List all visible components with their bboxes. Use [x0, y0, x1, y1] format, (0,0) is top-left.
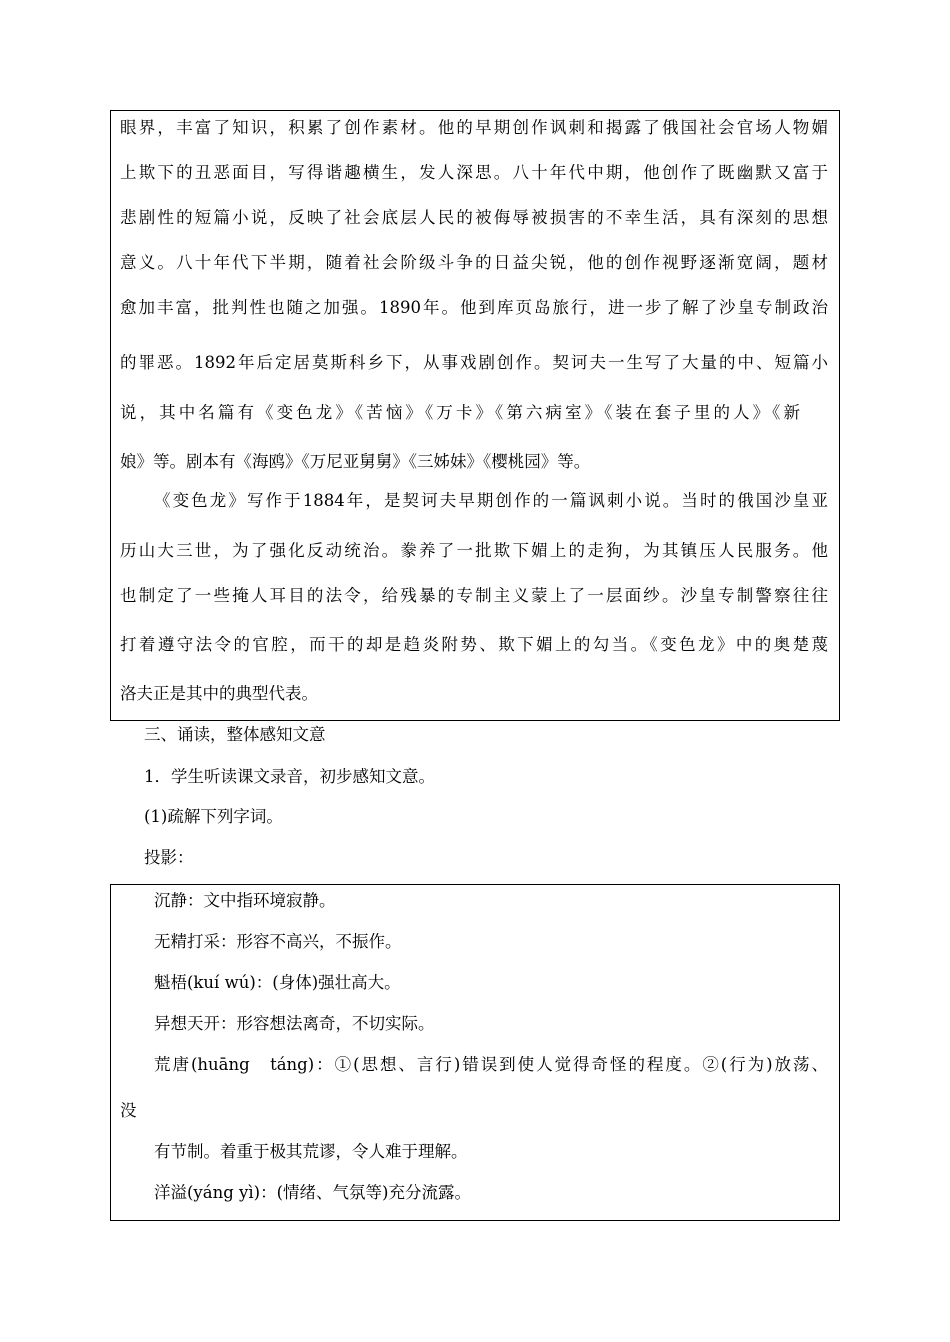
intro-line-6: 的罪恶。1892年后定居莫斯科乡下，从事戏剧创作。契诃夫一生写了大量的中、短篇小: [120, 353, 828, 372]
section-heading: 三、诵读，整体感知文意: [144, 725, 326, 744]
intro-line-3: 悲剧性的短篇小说，反映了社会底层人民的被侮辱被损害的不幸生活，具有深刻的思想: [120, 208, 828, 227]
intro-line-5: 愈加丰富，批判性也随之加强。1890年。他到库页岛旅行，进一步了解了沙皇专制政治: [120, 298, 828, 317]
vocab-line-4: 异想天开：形容想法离奇，不切实际。: [154, 1014, 435, 1033]
sub-step-text: (1)疏解下列字词。: [144, 807, 283, 826]
vocab-line-7: 有节制。着重于极其荒谬，令人难于理解。: [154, 1142, 468, 1161]
vocab-line-8: 洋溢(yáng yì)：(情绪、气氛等)充分流露。: [154, 1183, 471, 1202]
projection-label: 投影：: [144, 848, 194, 867]
intro-line-12: 打着遵守法令的官腔，而干的却是趋炎附势、欺下媚上的勾当。《变色龙》中的奥楚蔑: [120, 635, 828, 654]
intro-line-11: 也制定了一些掩人耳目的法令，给残暴的专制主义蒙上了一层面纱。沙皇专制警察往往: [120, 586, 828, 605]
vocab-line-3: 魁梧(kuí wú)：(身体)强壮高大。: [154, 973, 401, 992]
intro-line-8: 娘》等。剧本有《海鸥》《万尼亚舅舅》《三姊妹》《樱桃园》等。: [120, 452, 591, 471]
intro-line-13: 洛夫正是其中的典型代表。: [120, 684, 318, 703]
intro-line-7: 说，其中名篇有《变色龙》《苦恼》《万卡》《第六病室》《装在套子里的人》《新: [120, 403, 800, 422]
vocab-line-1: 沉静：文中指环境寂静。: [154, 891, 336, 910]
intro-line-1: 眼界，丰富了知识，积累了创作素材。他的早期创作讽刺和揭露了俄国社会官场人物媚: [120, 118, 828, 137]
intro-line-2: 上欺下的丑恶面目，写得谐趣横生，发人深思。八十年代中期，他创作了既幽默又富于: [120, 163, 828, 182]
step-text: 1．学生听读课文录音，初步感知文意。: [144, 767, 435, 786]
intro-line-4: 意义。八十年代下半期，随着社会阶级斗争的日益尖锐，他的创作视野逐渐宽阔，题材: [120, 253, 828, 272]
intro-line-9: 《变色龙》写作于1884年，是契诃夫早期创作的一篇讽刺小说。当时的俄国沙皇亚: [154, 491, 828, 510]
vocab-line-5: 荒唐(huāng táng)：①(思想、言行)错误到使人觉得奇怪的程度。②(行为)放荡、: [154, 1055, 828, 1074]
intro-line-10: 历山大三世，为了强化反动统治。豢养了一批欺下媚上的走狗，为其镇压人民服务。他: [120, 541, 828, 560]
vocab-line-2: 无精打采：形容不高兴，不振作。: [154, 932, 402, 951]
vocab-line-6: 没: [120, 1101, 137, 1120]
